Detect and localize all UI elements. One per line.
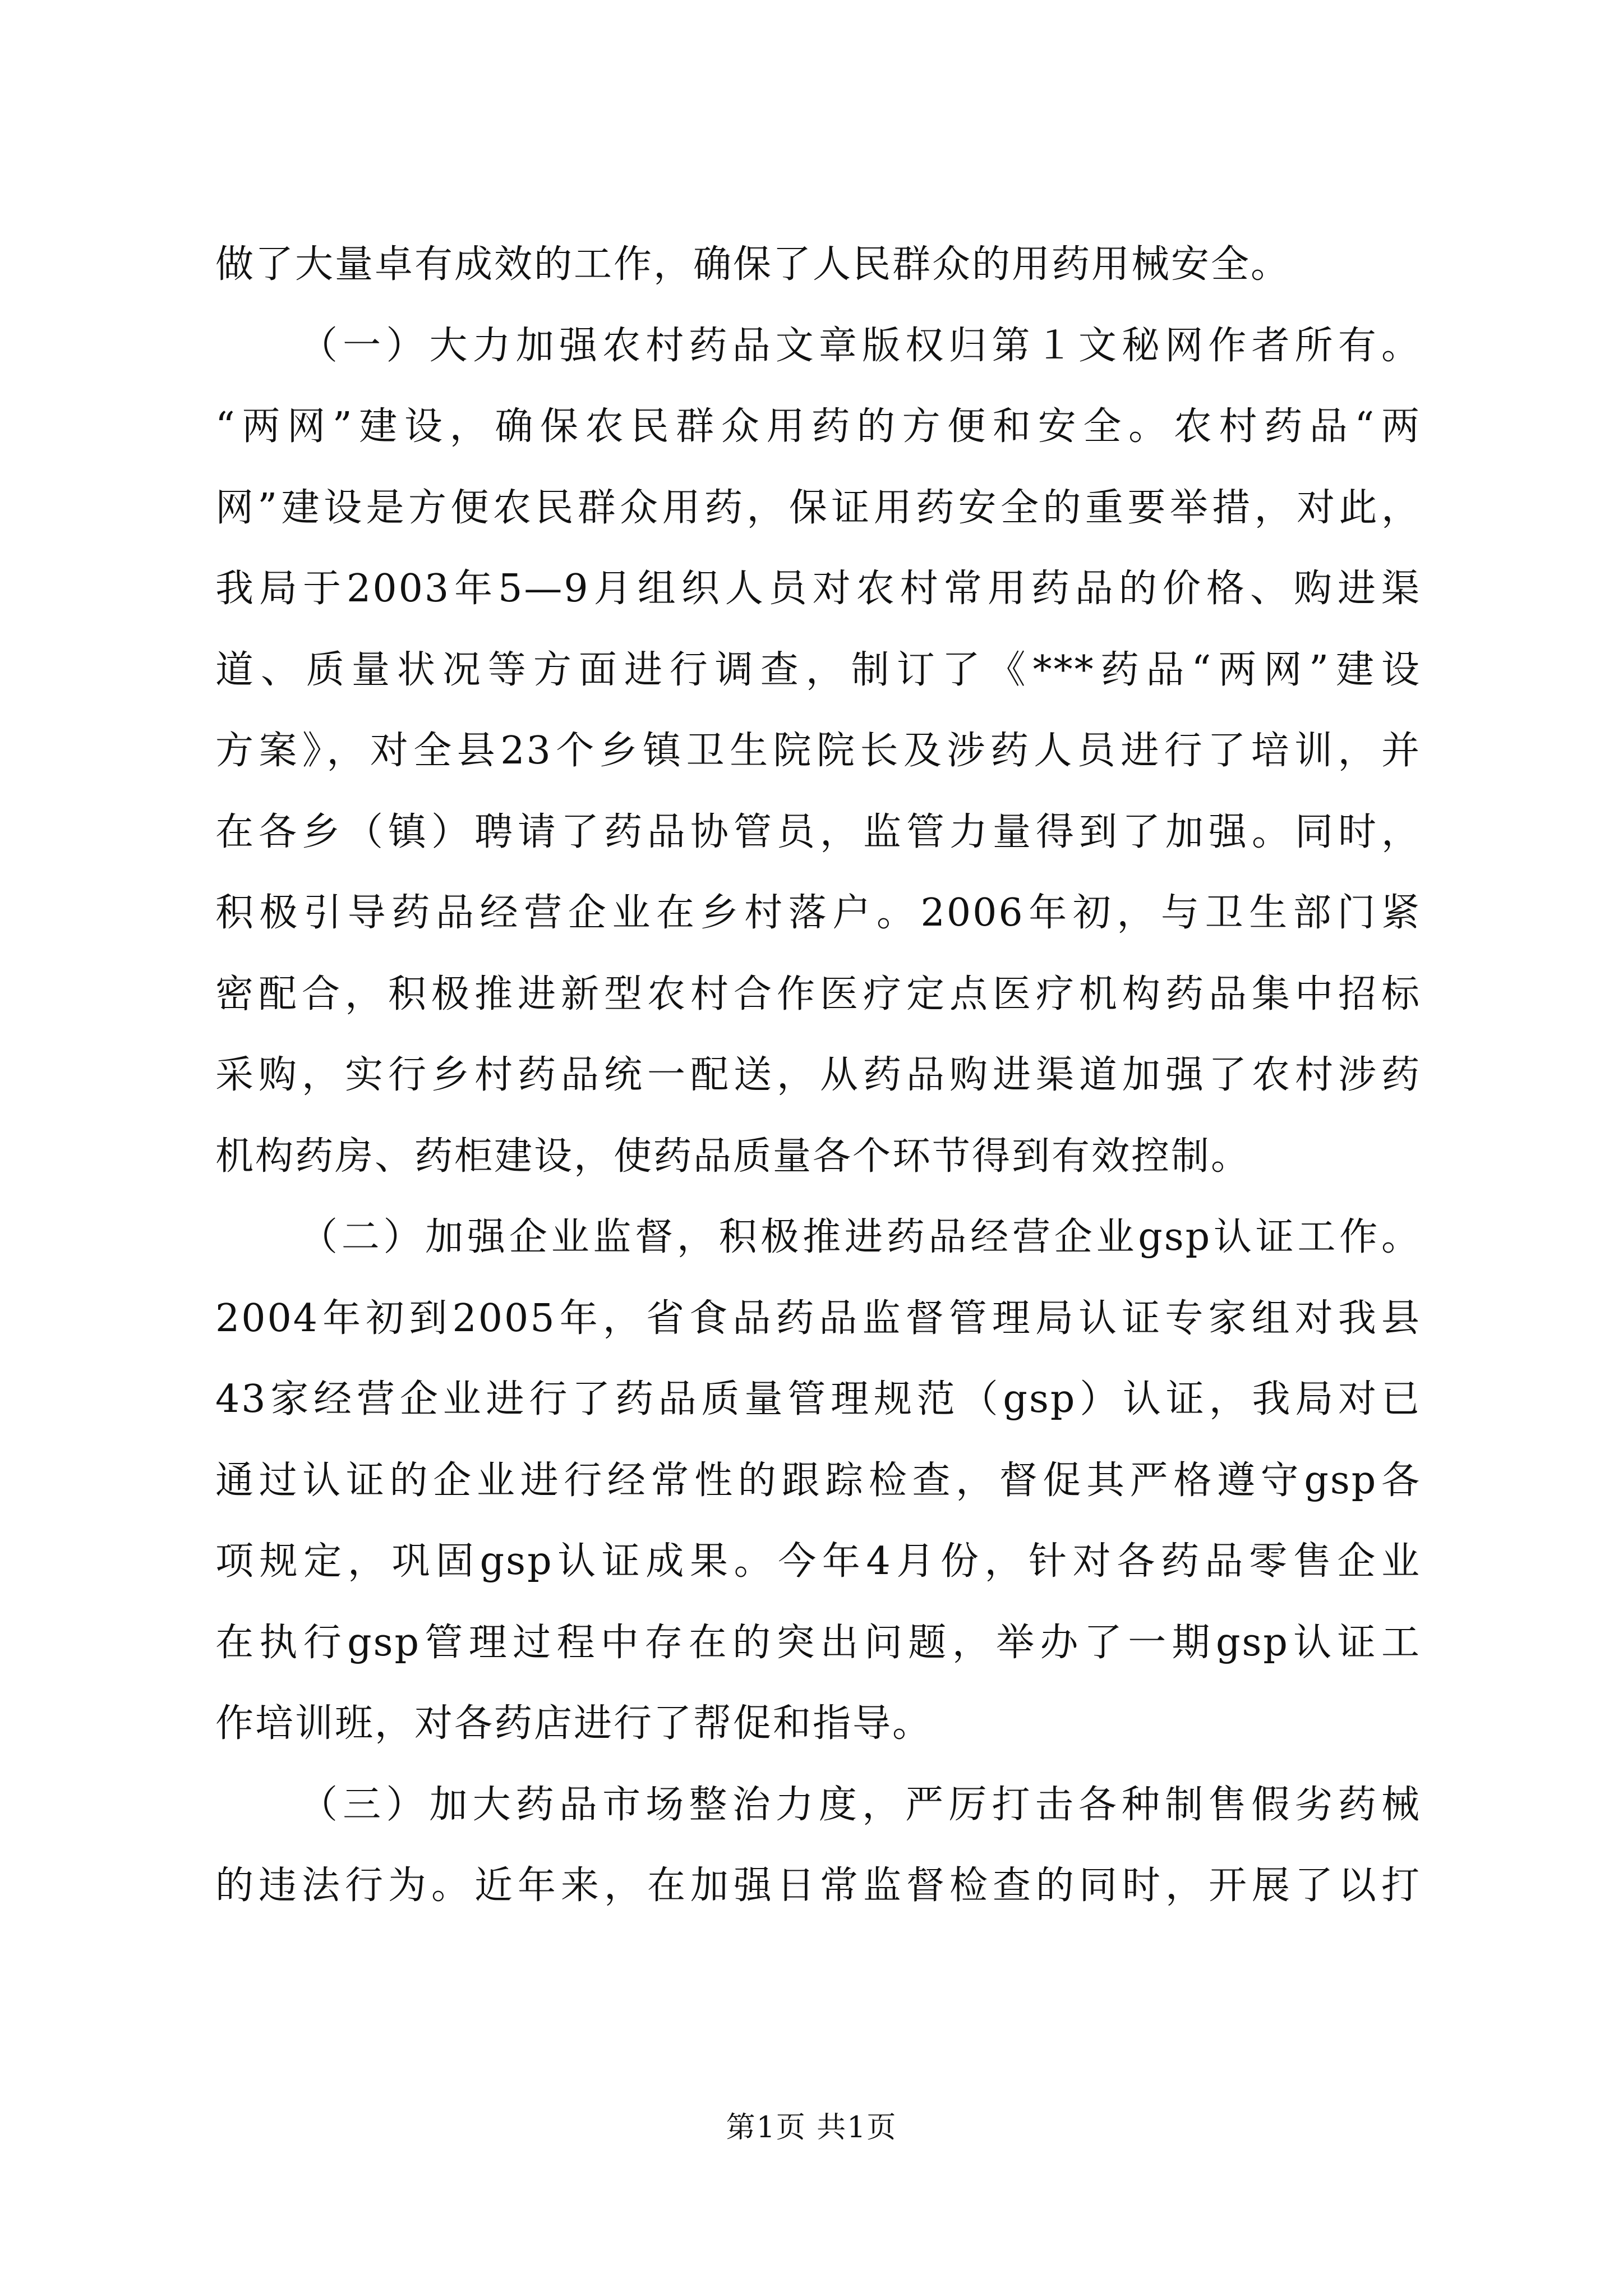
body-line: 积极引导药品经营企业在乡村落户。2006年初，与卫生部门紧 xyxy=(215,891,1421,935)
body-line: 道、质量状况等方面进行调查，制订了《***药品“两网”建设 xyxy=(215,647,1421,692)
body-line: 方案》，对全县23个乡镇卫生院院长及涉药人员进行了培训，并 xyxy=(215,729,1421,773)
body-line: （一）大力加强农村药品文章版权归第１文秘网作者所有。 xyxy=(299,323,1421,368)
body-line: 在执行gsp管理过程中存在的突出问题，举办了一期gsp认证工 xyxy=(215,1620,1421,1665)
body-line: 机构药房、药柜建设，使药品质量各个环节得到有效控制。 xyxy=(215,1134,1251,1179)
body-line: “两网”建设，确保农民群众用药的方便和安全。农村药品“两 xyxy=(215,404,1421,449)
body-line: 43家经营企业进行了药品质量管理规范（gsp）认证，我局对已 xyxy=(215,1377,1421,1421)
body-line: 作培训班，对各药店进行了帮促和指导。 xyxy=(215,1701,933,1746)
body-line: 采购，实行乡村药品统一配送，从药品购进渠道加强了农村涉药 xyxy=(215,1053,1421,1097)
body-line: 项规定，巩固gsp认证成果。今年4月份，针对各药品零售企业 xyxy=(215,1539,1421,1584)
body-line: 网”建设是方便农民群众用药，保证用药安全的重要举措，对此， xyxy=(215,485,1421,530)
page-footer: 第1页 共1页 xyxy=(726,2111,897,2145)
body-line: 的违法行为。近年来，在加强日常监督检查的同时，开展了以打 xyxy=(215,1864,1421,1908)
body-line: 2004年初到2005年，省食品药品监督管理局认证专家组对我县 xyxy=(215,1296,1421,1341)
body-line: 通过认证的企业进行经常性的跟踪检查，督促其严格遵守gsp各 xyxy=(215,1458,1421,1503)
body-line: 在各乡（镇）聘请了药品协管员，监管力量得到了加强。同时， xyxy=(215,809,1421,854)
body-line: （三）加大药品市场整治力度，严厉打击各种制售假劣药械 xyxy=(299,1782,1421,1827)
body-line: 我局于2003年5—9月组织人员对农村常用药品的价格、购进渠 xyxy=(215,567,1421,611)
body-line: （二）加强企业监督，积极推进药品经营企业gsp认证工作。 xyxy=(299,1215,1421,1259)
document-body xyxy=(215,224,1421,1927)
body-line: 密配合，积极推进新型农村合作医疗定点医疗机构药品集中招标 xyxy=(215,972,1421,1016)
body-line: 做了大量卓有成效的工作，确保了人民群众的用药用械安全。 xyxy=(215,242,1291,287)
